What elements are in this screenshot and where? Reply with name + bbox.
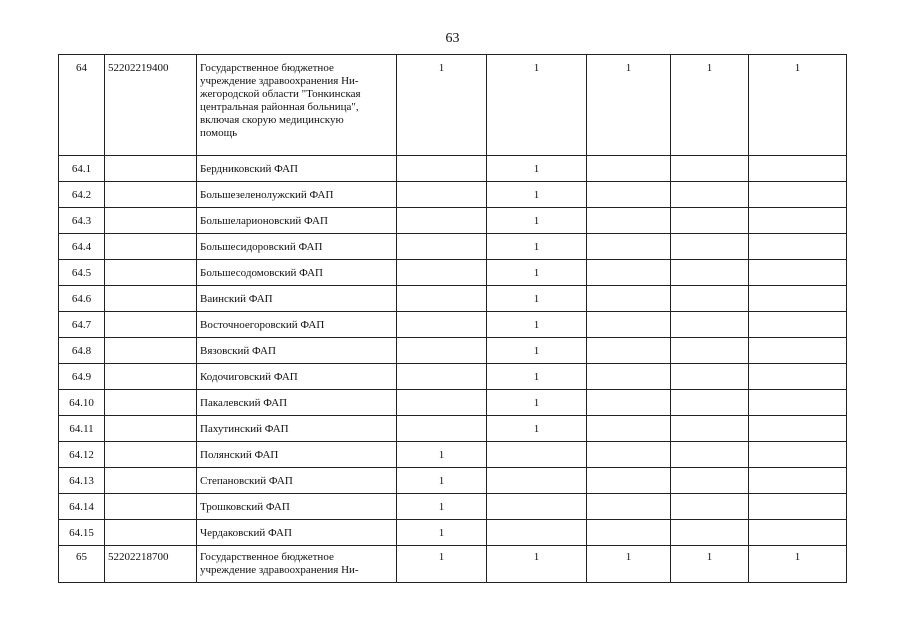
value-cell: 1 <box>487 364 587 390</box>
table-row <box>59 55 847 156</box>
value-cell <box>671 182 749 208</box>
organization-name: Большеларионовский ФАП <box>197 208 397 234</box>
table-row <box>59 416 847 442</box>
row-number: 64.14 <box>59 494 105 520</box>
value-cell <box>587 390 671 416</box>
value-cell: 1 <box>487 234 587 260</box>
table-row <box>59 390 847 416</box>
organization-code <box>105 416 197 442</box>
table-row <box>59 442 847 468</box>
value-cell <box>397 182 487 208</box>
name-line: Государственное бюджетное <box>200 551 334 563</box>
name-line: центральная районная больница", <box>200 101 359 113</box>
value-cell <box>671 520 749 546</box>
value-cell <box>671 312 749 338</box>
value-cell <box>397 390 487 416</box>
organization-code: 52202219400 <box>105 55 197 156</box>
value-cell: 1 <box>487 208 587 234</box>
value-cell: 1 <box>487 338 587 364</box>
value-cell: 1 <box>397 520 487 546</box>
organization-code <box>105 182 197 208</box>
value-cell <box>397 260 487 286</box>
organization-code <box>105 364 197 390</box>
name-line: учреждение здравоохранения Ни- <box>200 75 359 87</box>
organization-name: Вязовский ФАП <box>197 338 397 364</box>
value-cell <box>749 442 847 468</box>
organization-name: Восточноегоровский ФАП <box>197 312 397 338</box>
value-cell <box>671 208 749 234</box>
value-cell: 1 <box>671 55 749 156</box>
name-line: учреждение здравоохранения Ни- <box>200 564 359 576</box>
table-row <box>59 312 847 338</box>
organization-code <box>105 312 197 338</box>
row-number: 64.11 <box>59 416 105 442</box>
row-number: 64.15 <box>59 520 105 546</box>
value-cell <box>671 390 749 416</box>
value-cell <box>397 364 487 390</box>
value-cell <box>587 260 671 286</box>
organization-name <box>197 546 397 583</box>
value-cell: 1 <box>487 182 587 208</box>
organization-code <box>105 156 197 182</box>
value-cell <box>749 338 847 364</box>
row-number: 64.6 <box>59 286 105 312</box>
document-table <box>58 54 847 583</box>
row-number: 65 <box>59 546 105 583</box>
value-cell <box>587 286 671 312</box>
organization-name: Чердаковский ФАП <box>197 520 397 546</box>
value-cell <box>671 442 749 468</box>
table-row <box>59 208 847 234</box>
value-cell: 1 <box>487 260 587 286</box>
row-number: 64.5 <box>59 260 105 286</box>
organization-name: Бердниковский ФАП <box>197 156 397 182</box>
value-cell <box>397 286 487 312</box>
row-number: 64.4 <box>59 234 105 260</box>
row-number: 64.8 <box>59 338 105 364</box>
value-cell <box>397 234 487 260</box>
organization-name <box>197 55 397 156</box>
value-cell <box>671 494 749 520</box>
value-cell <box>749 494 847 520</box>
organization-name: Пахутинский ФАП <box>197 416 397 442</box>
organization-name: Трошковский ФАП <box>197 494 397 520</box>
table-row <box>59 364 847 390</box>
value-cell <box>671 338 749 364</box>
name-line: помощь <box>200 127 238 139</box>
value-cell <box>749 260 847 286</box>
organization-name: Полянский ФАП <box>197 442 397 468</box>
value-cell: 1 <box>397 442 487 468</box>
name-line: включая скорую медицинскую <box>200 114 344 126</box>
table-row <box>59 494 847 520</box>
value-cell <box>587 208 671 234</box>
value-cell <box>671 156 749 182</box>
table-row <box>59 182 847 208</box>
organization-name: Степановский ФАП <box>197 468 397 494</box>
row-number: 64.10 <box>59 390 105 416</box>
value-cell <box>587 442 671 468</box>
value-cell <box>587 468 671 494</box>
value-cell: 1 <box>487 546 587 583</box>
value-cell: 1 <box>587 55 671 156</box>
value-cell <box>587 364 671 390</box>
value-cell <box>587 234 671 260</box>
value-cell <box>671 468 749 494</box>
value-cell <box>749 364 847 390</box>
value-cell <box>671 260 749 286</box>
value-cell <box>587 338 671 364</box>
value-cell: 1 <box>487 286 587 312</box>
value-cell: 1 <box>749 55 847 156</box>
row-number: 64 <box>59 55 105 156</box>
organization-code: 52202218700 <box>105 546 197 583</box>
organization-name: Кодочиговский ФАП <box>197 364 397 390</box>
row-number: 64.1 <box>59 156 105 182</box>
value-cell <box>749 156 847 182</box>
value-cell <box>397 156 487 182</box>
value-cell <box>749 234 847 260</box>
value-cell <box>587 182 671 208</box>
name-line: жегородской области "Тонкинская <box>200 88 361 100</box>
organization-name: Ваинский ФАП <box>197 286 397 312</box>
row-number: 64.13 <box>59 468 105 494</box>
value-cell <box>397 338 487 364</box>
value-cell <box>671 234 749 260</box>
table-row <box>59 338 847 364</box>
table-row <box>59 546 847 583</box>
value-cell: 1 <box>487 55 587 156</box>
value-cell <box>749 416 847 442</box>
table-row <box>59 156 847 182</box>
value-cell <box>749 390 847 416</box>
value-cell <box>487 494 587 520</box>
value-cell <box>397 416 487 442</box>
value-cell: 1 <box>397 468 487 494</box>
organization-name: Большесодомовский ФАП <box>197 260 397 286</box>
table-row <box>59 520 847 546</box>
table-row <box>59 234 847 260</box>
value-cell <box>587 312 671 338</box>
value-cell: 1 <box>487 312 587 338</box>
row-number: 64.12 <box>59 442 105 468</box>
value-cell <box>749 520 847 546</box>
row-number: 64.9 <box>59 364 105 390</box>
value-cell <box>587 494 671 520</box>
organization-code <box>105 520 197 546</box>
organization-code <box>105 494 197 520</box>
value-cell <box>749 312 847 338</box>
value-cell: 1 <box>397 494 487 520</box>
value-cell: 1 <box>487 390 587 416</box>
value-cell <box>397 208 487 234</box>
organization-code <box>105 208 197 234</box>
value-cell <box>671 286 749 312</box>
value-cell <box>487 520 587 546</box>
name-line: Государственное бюджетное <box>200 62 334 74</box>
table-row <box>59 286 847 312</box>
value-cell <box>749 468 847 494</box>
organization-code <box>105 234 197 260</box>
value-cell: 1 <box>749 546 847 583</box>
organization-code <box>105 390 197 416</box>
row-number: 64.3 <box>59 208 105 234</box>
value-cell <box>587 156 671 182</box>
value-cell <box>487 442 587 468</box>
organization-code <box>105 286 197 312</box>
value-cell <box>671 364 749 390</box>
value-cell <box>749 182 847 208</box>
value-cell <box>587 520 671 546</box>
organization-name: Большесидоровский ФАП <box>197 234 397 260</box>
value-cell: 1 <box>397 546 487 583</box>
value-cell: 1 <box>671 546 749 583</box>
table-row <box>59 260 847 286</box>
organization-name: Пакалевский ФАП <box>197 390 397 416</box>
organization-code <box>105 260 197 286</box>
row-number: 64.2 <box>59 182 105 208</box>
value-cell: 1 <box>487 416 587 442</box>
value-cell <box>671 416 749 442</box>
organization-code <box>105 338 197 364</box>
value-cell: 1 <box>397 55 487 156</box>
value-cell <box>487 468 587 494</box>
value-cell: 1 <box>587 546 671 583</box>
organization-code <box>105 442 197 468</box>
value-cell <box>749 208 847 234</box>
value-cell: 1 <box>487 156 587 182</box>
table-row <box>59 468 847 494</box>
value-cell <box>397 312 487 338</box>
row-number: 64.7 <box>59 312 105 338</box>
page-number: 63 <box>445 31 460 46</box>
organization-code <box>105 468 197 494</box>
value-cell <box>587 416 671 442</box>
organization-name: Большезеленолужский ФАП <box>197 182 397 208</box>
value-cell <box>749 286 847 312</box>
